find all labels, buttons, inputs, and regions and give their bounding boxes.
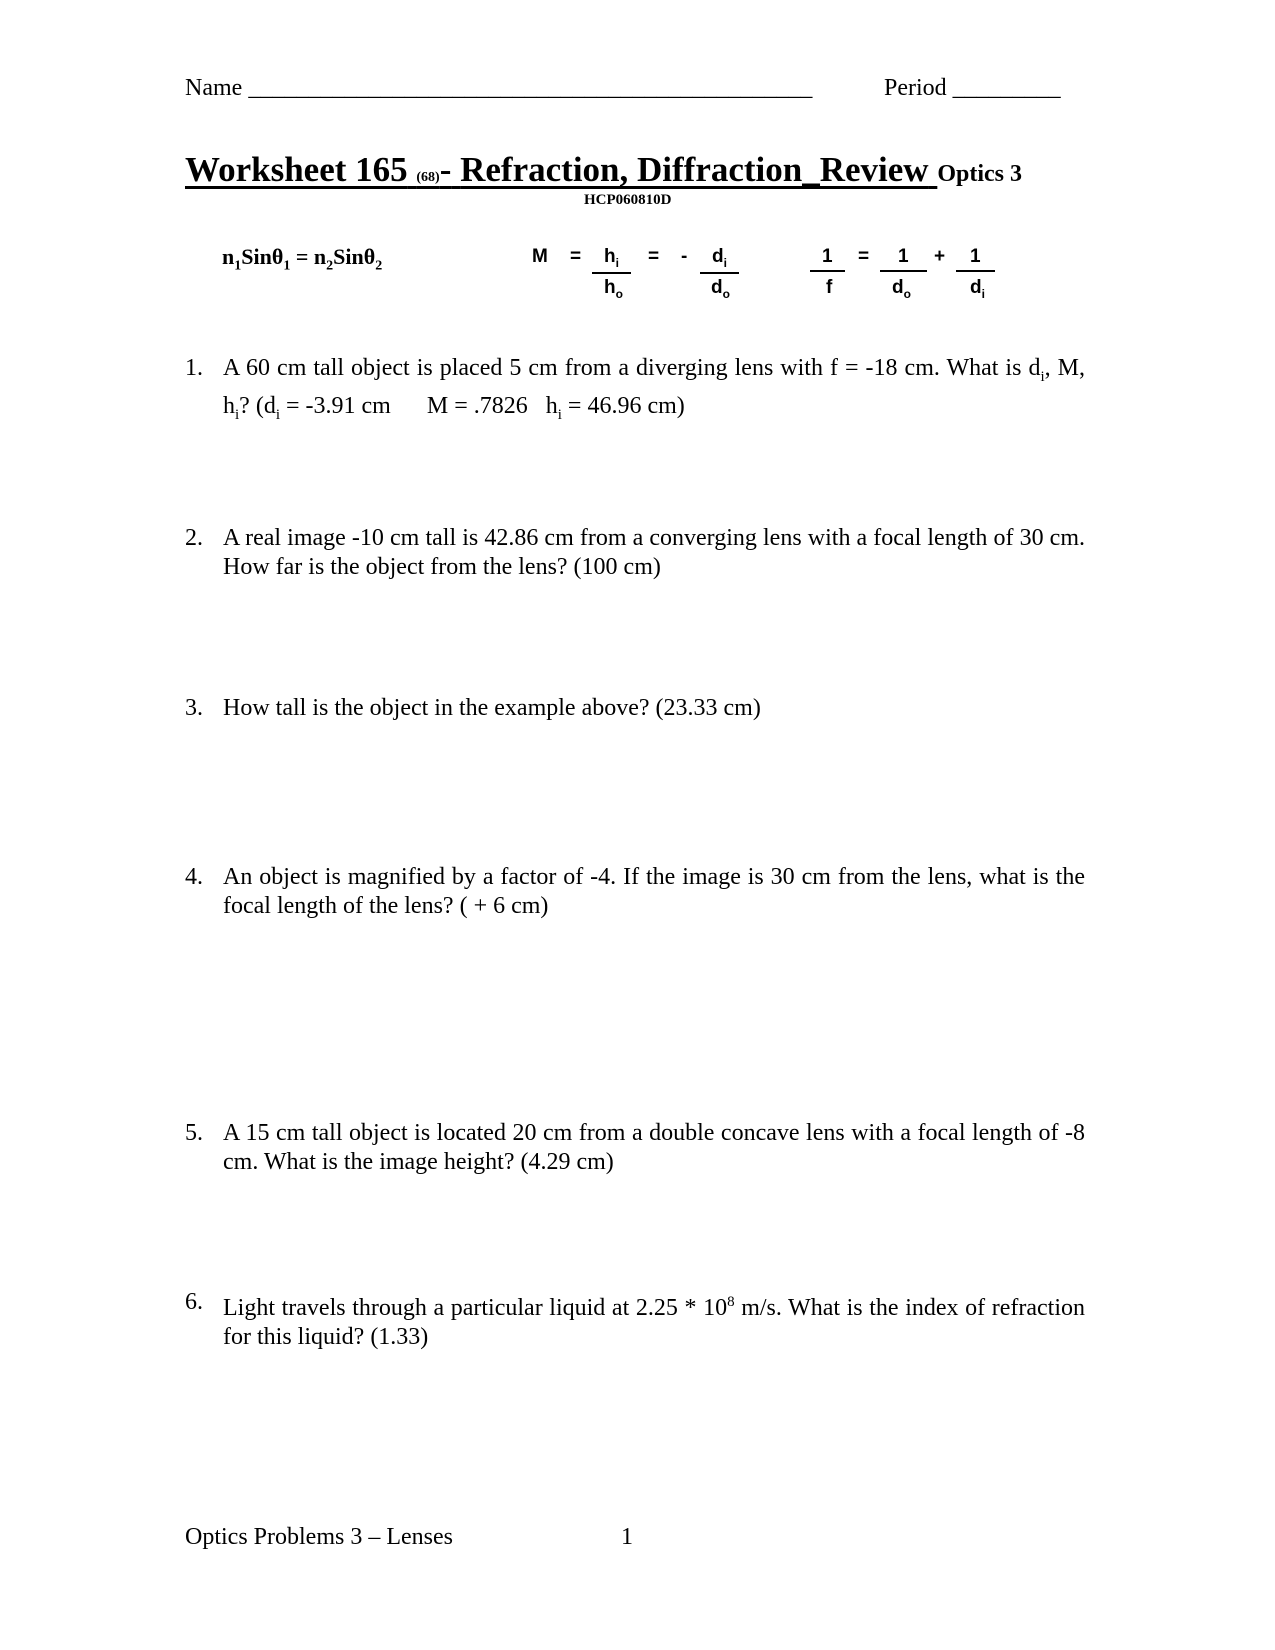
question-2: 2. A real image -10 cm tall is 42.86 cm from a converging lens with a focal length of 30 cm. How far is the object from the lens? (100 cm) [185,525,1085,580]
question-6-text: Light travels through a particular liquid at $2.25 * 10^8$ m/s. What is the index of refraction for this liquid? (1.33) [223,1294,1085,1350]
lens-one-f: 1 [810,246,845,272]
title-subject: Refraction, Diffraction_Review [460,150,929,189]
title-number: (68) [416,170,440,185]
document-code: HCP060810D [584,192,672,208]
question-4-text: An object is magnified by a factor of -4. If the image is 30 cm from the lens, what is the focal length of the lens? ( + 6 cm) [223,864,1085,919]
page-number: 1 [621,1524,633,1550]
name-label: Name [185,75,243,101]
question-3: 3. How tall is the object in the example above? (23.33 cm) [185,694,1085,724]
lens-one-do: 1 [880,246,927,272]
question-5: 5. A 15 cm tall object is located 20 cm from a double concave lens with a focal length of -8 cm. What is the image height? (4.29 cm) [185,1120,1085,1175]
period-label: Period [884,75,947,101]
period-line [884,74,1061,102]
footer-title: Optics Problems 3 – Lenses [185,1524,453,1550]
page-title [185,150,1022,198]
question-1: 1. A 60 cm tall object is placed 5 cm from a diverging lens with f = -18 cm. What is $d_i$, M, $h_i$? ($d_i = -3.91$ cm M = .7826 $h_i = 46.96$ cm) [185,354,1085,414]
title-unit: Optics 3 [937,161,1022,187]
name-line [185,74,812,102]
snell-law-formula: $n_1Sin\theta_1 = n_2Sin\theta_2$ [222,244,383,274]
di-numerator: $d_i$ [700,246,739,274]
do-denominator: $d_o$ [711,277,730,301]
name-blank: _______________________________________________ [248,75,813,101]
title-dash: - [439,150,452,189]
ho-denominator: $h_o$ [604,277,623,301]
hi-numerator: $h_i$ [592,246,631,274]
question-2-text: A real image -10 cm tall is 42.86 cm from a converging lens with a focal length of 30 cm. How far is the object from the lens? (100 cm) [223,525,1085,580]
question-6: 6. Light travels through a particular liquid at $2.25 * 10^8$ m/s. What is the index of refraction for this liquid? (1.33) [185,1289,1085,1350]
question-3-text: How tall is the object in the example above? (23.33 cm) [223,695,761,721]
period-blank: _________ [952,75,1061,101]
lens-one-di: 1 [956,246,995,272]
title-main: Worksheet 165 [185,150,408,189]
question-4: 4. An object is magnified by a factor of -4. If the image is 30 cm from the lens, what is the focal length of the lens? ( + 6 cm) [185,864,1085,919]
question-1-text: A 60 cm tall object is placed 5 cm from a diverging lens with f = -18 cm. What is $d_i$, M, $h_i$? ($d_i = -3.91$ cm M = .7826 $h_i = 46.96$ cm) [223,355,1085,423]
question-5-text: A 15 cm tall object is located 20 cm from a double concave lens with a focal length of -8 cm. What is the image height? (4.29 cm) [223,1120,1085,1175]
